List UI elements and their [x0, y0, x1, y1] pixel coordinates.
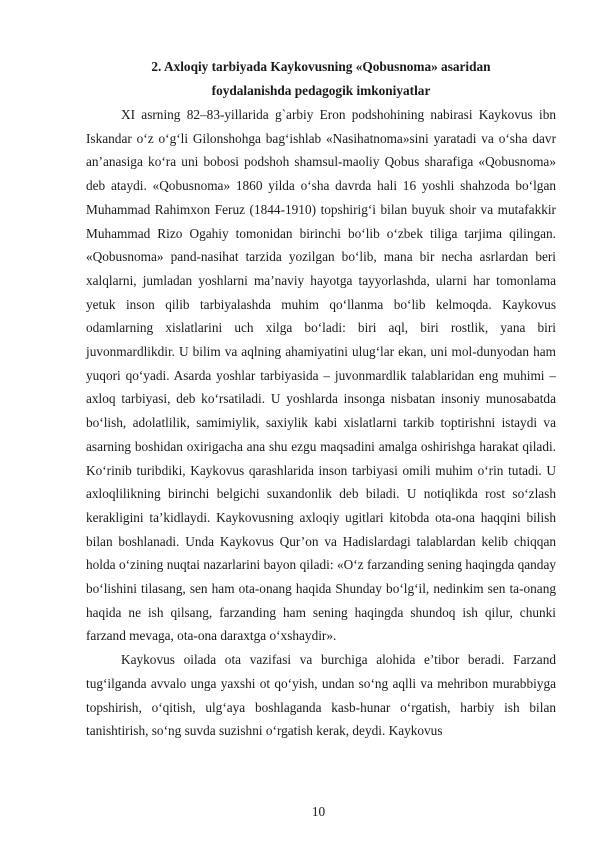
body-text	[86, 103, 556, 743]
paragraph-1: XI asrning 82–83-yillarida g`arbiy Eron podshohining nabirasi Kaykovus ibn Iskandar o‘z o‘g‘li Gilonshohga bag‘ishlab «Nasihatnoma»sini yaratadi va o‘sha davr an’anasiga ko‘ra uni bobosi podshoh shamsul-maoliy Qobus sharafiga «Qobusnoma» deb ataydi. «Qobusnoma» 1860 yilda o‘sha davrda hali 16 yoshli shahzoda bo‘lgan Muhammad Rahimxon Feruz (1844-1910) topshirig‘i bilan buyuk shoir va mutafakkir Muhammad Rizo Ogahiy tomonidan birinchi bo‘lib o‘zbek tiliga tarjima qilingan. «Qobusnoma» pand-nasihat tarzida yozilgan bo‘lib, mana bir necha asrlardan beri xalqlarni, jumladan yoshlarni ma’naviy hayotga tayyorlashda, ularni har tomonlama yetuk inson qilib tarbiyalashda muhim qo‘llanma bo‘lib kelmoqda. Kaykovus odamlarning xislatlarini uch xilga bo‘ladi: biri aql, biri rostlik, yana biri juvonmardlikdir. U bilim va aqlning ahamiyatini ulug‘lar ekan, uni mol-dunyodan ham yuqori qo‘yadi. Asarda yoshlar tarbiyasida – juvonmardlik talablaridan eng muhimi – axloq tarbiyasi, deb ko‘rsatiladi. U yoshlarda insonga nisbatan insoniy munosabatda bo‘lish, adolatlilik, samimiylik, saxiylik kabi xislatlarni tarkib toptirishni istaydi va asarning boshidan oxirigacha ana shu ezgu maqsadini amalga oshirishga harakat qiladi. Ko‘rinib turibdiki, Kaykovus qarashlarida inson tarbiyasi omili muhim o‘rin tutadi. U axloqlilikning birinchi belgichi suxandonlik deb biladi. U notiqlikda rost so‘zlash kerakligini ta’kidlaydi. Kaykovusning axloqiy ugitlari kitobda ota-ona haqqini bilish bilan boshlanadi. Unda Kaykovus Qur’on va Hadislardagi talablardan kelib chiqqan holda o‘zining nuqtai nazarlarini bayon qiladi: «O‘z farzanding sening haqingda qanday bo‘lishini tilasang, sen ham ota-onang haqida Shunday bo‘lg‘il, nedinkim sen ta-onang haqida ne ish qilsang, farzanding ham sening haqingda shundoq ish qilur, chunki farzand mevaga, ota-ona daraxtga o‘xshaydir».	[86, 107, 556, 644]
paragraph-2: Kaykovus oilada ota vazifasi va burchiga alohida e’tibor beradi. Farzand tug‘ilganda avvalo unga yaxshi ot qo‘yish, undan so‘ng aqlli va mehribon murabbiyga topshirish, o‘qitish, ulg‘aya boshlaganda kasb-hunar o‘rgatish, harbiy ish bilan tanishtirish, so‘ng suvda suzishni o‘rgatish kerak, deydi. Kaykovus	[86, 652, 556, 739]
section-heading-line-2: foydalanishda pedagogik imkoniyatlar	[211, 83, 431, 98]
page-number: 10	[311, 804, 326, 819]
section-heading-line-1: 2. Axloqiy tarbiyada Kaykovusning «Qobusnoma» asaridan	[151, 59, 491, 74]
